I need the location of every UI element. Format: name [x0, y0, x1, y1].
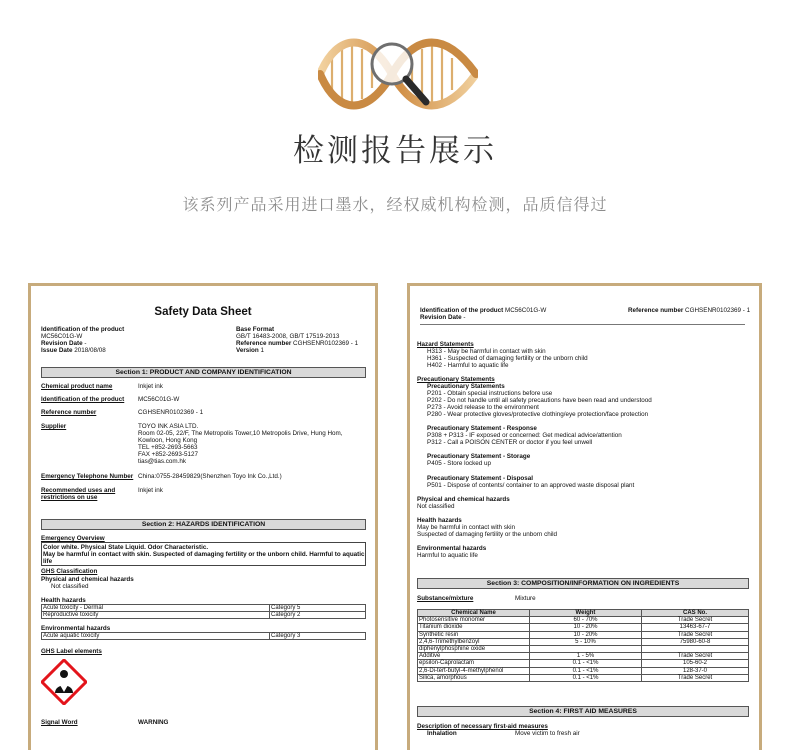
table-row: Photosensitive monomer 60 - 70% Trade Secret — [418, 617, 749, 624]
table-row: Silica, amorphous 0.1 - <1% Trade Secret — [418, 674, 749, 681]
s1-uses-label: Recommended uses and — [41, 487, 116, 494]
meta-base-label: Base Format — [236, 326, 275, 333]
first-aid-title: Description of necessary first-aid measures — [417, 723, 548, 730]
dna-helix-icon — [318, 36, 478, 112]
table-row: Reproductive toxicity Category 2 — [42, 612, 366, 619]
resp-line: P308 + P313 - IF exposed or concerned: Get medical advice/attention — [427, 432, 622, 439]
sds-page-1 — [28, 283, 378, 750]
table-row: epsilon-Caprolactam 0.1 - <1% 105-60-2 — [418, 660, 749, 667]
section-1-bar: Section 1: PRODUCT AND COMPANY IDENTIFICATION — [41, 367, 366, 378]
s1-emergency-tel-label: Emergency Telephone Number — [41, 473, 134, 480]
s2-phys-label: Physical and chemical hazards — [41, 576, 134, 583]
s1-supplier-line: TOYO INK ASIA LTD. — [138, 423, 199, 430]
subst-value: Mixture — [515, 595, 536, 602]
s1-uses-label-2: restrictions on use — [41, 494, 98, 501]
table-header-row — [418, 610, 749, 617]
s2-ghs-title: GHS Classification — [41, 568, 98, 575]
table-row: Titanium dioxide 10 - 20% 13463-67-7 — [418, 624, 749, 631]
s1-reference-value: CGHSENR0102369 - 1 — [138, 409, 204, 416]
health-line: Suspected of damaging fertility or the unborn child — [417, 531, 558, 538]
s1-product-name-label: Chemical product name — [41, 383, 113, 390]
s2-env-table — [41, 632, 366, 640]
prec-line: P280 - Wear protective gloves/protective clothing/eye protection/face protection — [427, 411, 649, 418]
section-3-bar: Section 3: COMPOSITION/INFORMATION ON INGREDIENTS — [417, 578, 749, 589]
stor-title: Precautionary Statement - Storage — [427, 453, 531, 460]
sds-title: Safety Data Sheet — [154, 306, 252, 318]
table-row: Acute aquatic toxicity Category 3 — [42, 633, 366, 640]
meta-version: Version 1 — [236, 347, 265, 354]
prec-title: Precautionary Statements — [417, 376, 495, 383]
s2-health-label: Health hazards — [41, 597, 86, 604]
table-row: 2,6-Di-tert-butyl-4-methylphenol 0.1 - <1% 128-37-0 — [418, 667, 749, 674]
resp-title: Precautionary Statement - Response — [427, 425, 537, 432]
phys-title: Physical and chemical hazards — [417, 496, 510, 503]
meta-id-label: Identification of the product — [41, 326, 125, 333]
disp-line: P501 - Dispose of contents/ container to an approved waste disposal plant — [427, 482, 635, 489]
s2-emergency-line: life — [43, 558, 53, 565]
meta-base-value: GB/T 16483-2008, GB/T 17519-2013 — [236, 333, 340, 340]
ghs-health-hazard-icon — [41, 659, 87, 705]
s1-reference-label: Reference number — [41, 409, 97, 416]
disp-title: Precautionary Statement - Disposal — [427, 475, 534, 482]
s1-identification-value: MC56C01G-W — [138, 396, 180, 403]
s1-supplier-line: FAX +852-2693-5127 — [138, 451, 199, 458]
s2-emergency-line: May be harmful in contact with skin. Suspected of damaging fertility or the unborn child. Harmful to aquatic — [43, 551, 365, 558]
col-weight: Weight — [530, 610, 642, 617]
section-2-bar: Section 2: HAZARDS IDENTIFICATION — [41, 519, 366, 530]
s2-health-table — [41, 604, 366, 619]
page-subtitle: 该系列产品采用进口墨水，经权威机构检测，品质信得过 — [182, 195, 608, 214]
meta-ref: Reference number CGHSENR0102369 - 1 — [236, 340, 359, 347]
table-row: diphenylphosphine oxide — [418, 646, 749, 653]
table-row: Synthetic resin 10 - 20% Trade Secret — [418, 631, 749, 638]
first-aid-value: Move victim to fresh air — [515, 730, 580, 737]
s1-supplier-label: Supplier — [41, 423, 67, 430]
s2-signal-value: WARNING — [138, 719, 169, 726]
col-chemical-name: Chemical Name — [418, 610, 530, 617]
s1-uses-value: Inkjet ink — [138, 487, 163, 494]
s1-supplier-line: Room 02-05, 22/F, The Metropolis Tower,10 Metropolis Drive, Hung Hom, — [138, 430, 343, 437]
prec-line: P202 - Do not handle until all safety precautions have been read and understood — [427, 397, 652, 404]
s2-emergency-line: Color white. Physical State Liquid. Odor Characteristic. — [43, 544, 209, 551]
meta-issue: Issue Date 2018/08/08 — [41, 347, 106, 354]
meta-ref: Reference number CGHSENR0102369 - 1 — [628, 307, 751, 314]
s1-supplier-line: tias@tias.com.hk — [138, 458, 187, 465]
hero — [0, 0, 790, 270]
meta-rev-label: Revision Date - — [41, 340, 87, 347]
prec-line: P201 - Obtain special instructions before use — [427, 390, 553, 397]
s2-label-elements: GHS Label elements — [41, 648, 102, 655]
s1-supplier-line: TEL +852-2693-5663 — [138, 444, 198, 451]
s1-supplier-line: Kowloon, Hong Kong — [138, 437, 198, 444]
page-title: 检测报告展示 — [293, 133, 497, 169]
s2-env-label: Environmental hazards — [41, 625, 111, 632]
prec-sub: Precautionary Statements — [427, 383, 505, 390]
meta-id: Identification of the product MC56C01G-W — [420, 307, 547, 314]
first-aid-label: Inhalation — [427, 730, 457, 737]
env-value: Harmful to aquatic life — [417, 552, 478, 559]
meta-id-value: MC56C01G-W — [41, 333, 83, 340]
s2-signal-label: Signal Word — [41, 719, 78, 726]
s1-identification-label: Identification of the product — [41, 396, 125, 403]
subst-label: Substance/mixture — [417, 595, 474, 602]
hazard-title: Hazard Statements — [417, 341, 474, 348]
table-row: 2,4,6-Trimethylbenzoyl 5 - 10% 75980-60-8 — [418, 638, 749, 645]
resp-line: P312 - Call a POISON CENTER or doctor if you feel unwell — [427, 439, 593, 446]
table-row: Acute toxicity - Dermal Category 5 — [42, 605, 366, 612]
hazard-line: H361 - Suspected of damaging fertility or the unborn child — [427, 355, 588, 362]
s1-emergency-tel-value: China:0755-28459829(Shenzhen Toyo Ink Co.,Ltd.) — [138, 473, 282, 480]
table-row: Additive 1 - 5% Trade Secret — [418, 653, 749, 660]
env-title: Environmental hazards — [417, 545, 487, 552]
section-4-bar: Section 4: FIRST AID MEASURES — [417, 706, 749, 717]
ingredients-table — [417, 609, 749, 682]
phys-value: Not classified — [417, 503, 455, 510]
s2-phys-value: Not classified — [51, 583, 89, 590]
health-line: May be harmful in contact with skin — [417, 524, 515, 531]
s2-emergency-title: Emergency Overview — [41, 535, 105, 542]
meta-rev: Revision Date - — [420, 314, 466, 321]
sds-page-2 — [407, 283, 762, 750]
prec-line: P273 - Avoid release to the environment — [427, 404, 539, 411]
stor-line: P405 - Store locked up — [427, 460, 492, 467]
hazard-line: H313 - May be harmful in contact with skin — [427, 348, 546, 355]
s1-product-name-value: Inkjet ink — [138, 383, 163, 390]
health-title: Health hazards — [417, 517, 462, 524]
divider — [420, 324, 745, 325]
col-cas: CAS No. — [642, 610, 749, 617]
hazard-line: H402 - Harmful to aquatic life — [427, 362, 509, 369]
